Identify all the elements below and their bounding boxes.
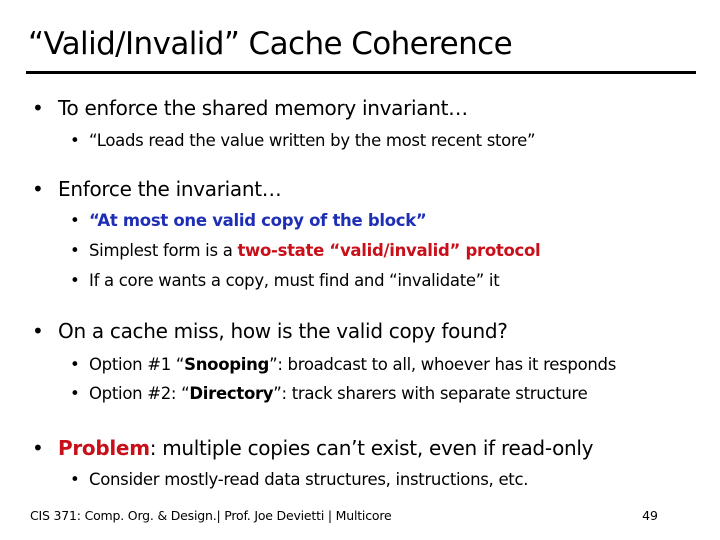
sub-bullet-text: Option #2: “ [89, 384, 190, 403]
page-number: 49 [642, 508, 658, 523]
bullet-text: On a cache miss, how is the valid copy found? [58, 319, 508, 343]
sub-bullet-text: ”: broadcast to all, whoever has it responds [269, 355, 616, 374]
bullet-item [32, 96, 468, 120]
bullet-text: : multiple copies can’t exist, even if read-only [149, 436, 594, 460]
slide-footer: CIS 371: Comp. Org. & Design.| Prof. Joe Devietti | Multicore [30, 508, 392, 523]
emphasis-text: “At most one valid copy of the block” [89, 211, 427, 230]
sub-bullet-glyph: • [70, 355, 80, 374]
sub-bullet-item [70, 241, 540, 260]
bullet-item [32, 177, 282, 201]
sub-bullet-glyph: • [70, 384, 80, 403]
bullet-text: To enforce the shared memory invariant… [58, 96, 468, 120]
emphasis-text: Snooping [184, 355, 270, 374]
title-underline [26, 71, 696, 74]
slide-title: “Valid/Invalid” Cache Coherence [28, 26, 513, 62]
sub-bullet-text: “Loads read the value written by the most recent store” [89, 131, 536, 150]
bullet-glyph: • [32, 436, 44, 460]
sub-bullet-text: If a core wants a copy, must find and “invalidate” it [89, 271, 500, 290]
sub-bullet-text: Consider mostly-read data structures, instructions, etc. [89, 470, 529, 489]
bullet-text: Enforce the invariant… [58, 177, 282, 201]
sub-bullet-item [70, 211, 426, 230]
bullet-glyph: • [32, 319, 44, 343]
bullet-glyph: • [32, 177, 44, 201]
sub-bullet-glyph: • [70, 271, 80, 290]
bullet-glyph: • [32, 96, 44, 120]
sub-bullet-text: ”: track sharers with separate structure [273, 384, 588, 403]
sub-bullet-text: Option #1 “ [89, 355, 185, 374]
sub-bullet-item [70, 131, 535, 150]
sub-bullet-glyph: • [70, 211, 80, 230]
sub-bullet-item [70, 355, 616, 374]
sub-bullet-item [70, 470, 528, 489]
bullet-item [32, 319, 508, 343]
sub-bullet-glyph: • [70, 470, 80, 489]
sub-bullet-item [70, 271, 499, 290]
emphasis-text: Problem [58, 436, 150, 460]
sub-bullet-glyph: • [70, 241, 80, 260]
emphasis-text: Directory [189, 384, 274, 403]
emphasis-text: two-state “valid/invalid” protocol [237, 241, 541, 260]
sub-bullet-text: Simplest form is a [89, 241, 238, 260]
sub-bullet-item [70, 384, 587, 403]
bullet-item [32, 436, 593, 460]
sub-bullet-glyph: • [70, 131, 80, 150]
